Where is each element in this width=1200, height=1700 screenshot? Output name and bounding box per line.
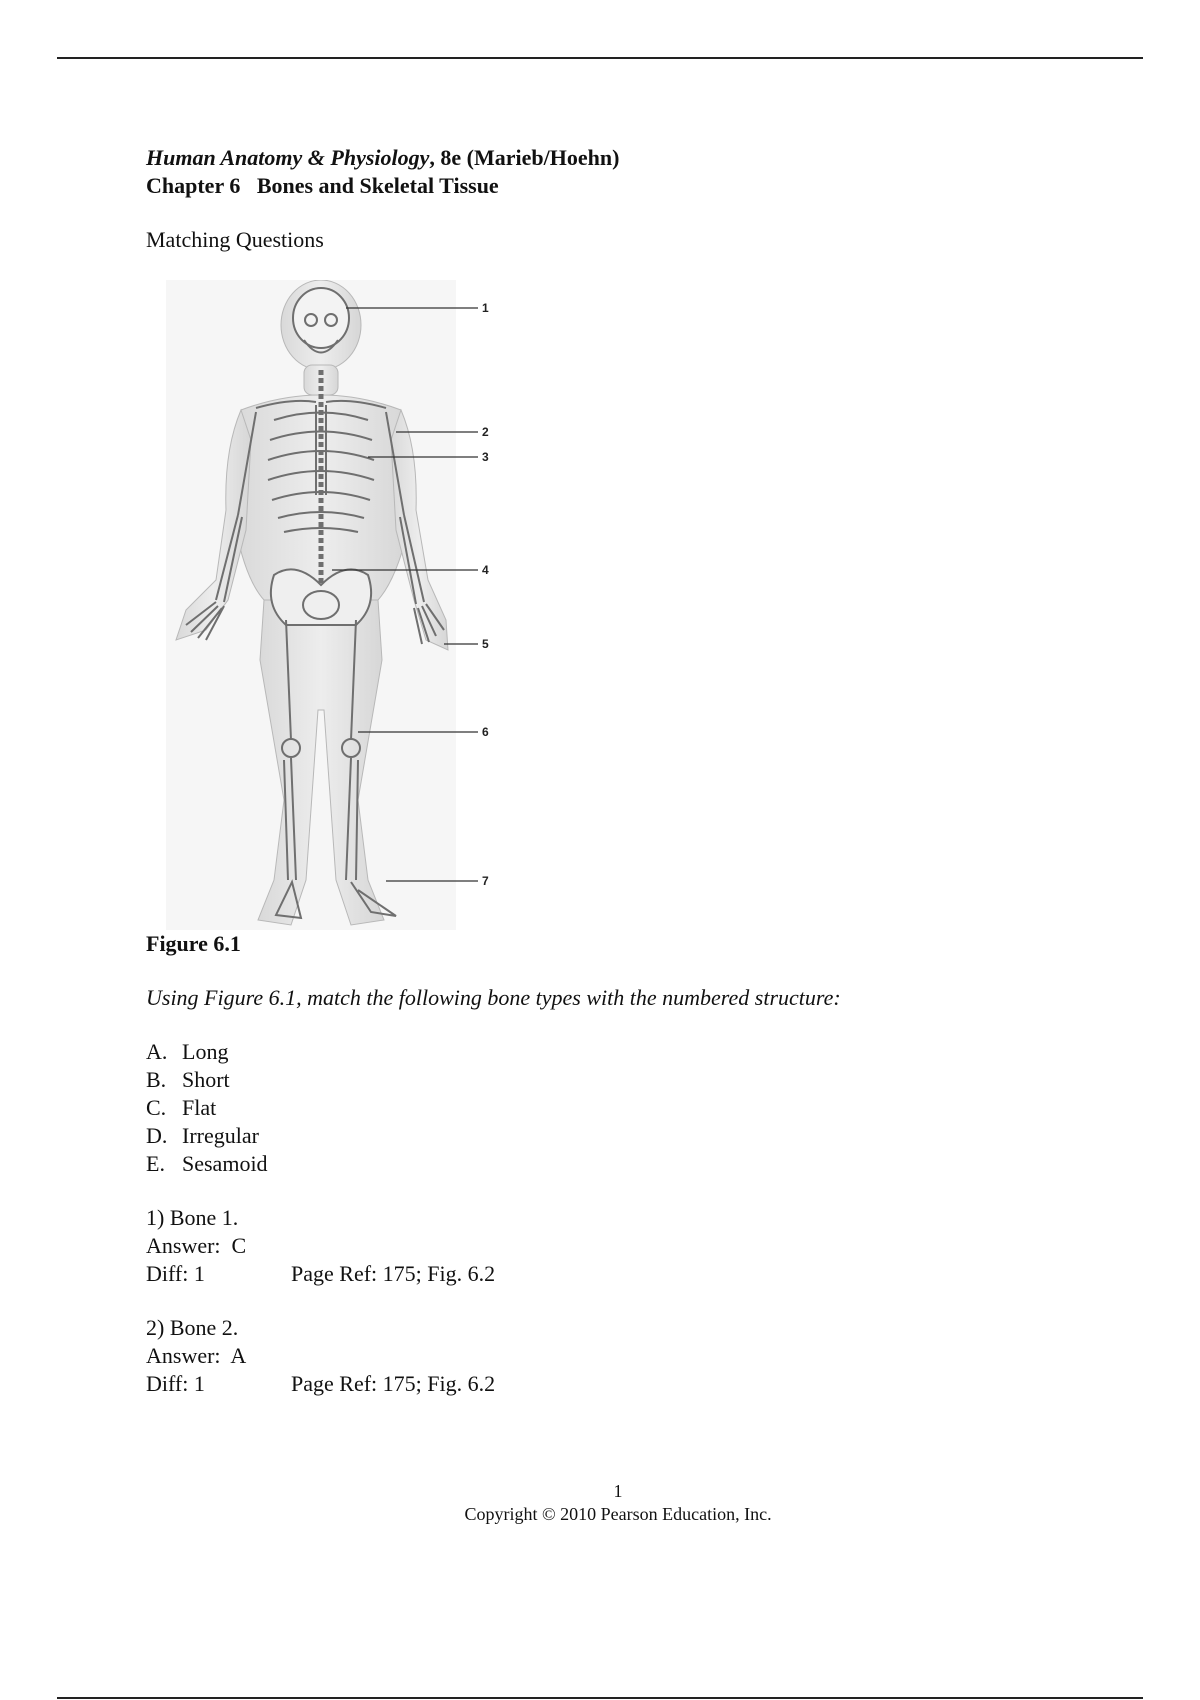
choice-list [146,1038,1106,1178]
choice-letter: E. [146,1151,165,1176]
figure-label-7: 7 [482,874,489,888]
instruction-text: Using Figure 6.1, match the following bone types with the numbered structure: [146,985,841,1010]
figure-label-1: 1 [482,301,489,315]
choice-item [146,1094,1106,1122]
book-edition: , 8e (Marieb/Hoehn) [429,145,620,170]
copyright-notice: Copyright © 2010 Pearson Education, Inc. [464,1504,772,1524]
document-body [146,144,1106,1398]
choice-item [146,1066,1106,1094]
question-answer: Answer: C [146,1233,247,1258]
choice-item [146,1150,1106,1178]
choice-text: Sesamoid [182,1151,268,1176]
figure-label-5: 5 [482,637,489,651]
section-title: Matching Questions [146,227,324,252]
question-meta [146,1260,1106,1288]
page-number: 1 [613,1481,623,1501]
question-page-ref: Page Ref: 175; Fig. 6.2 [291,1371,496,1396]
choice-text: Flat [182,1095,217,1120]
skeleton-illustration [146,280,501,930]
book-title: Human Anatomy & Physiology [146,145,430,170]
question-meta [146,1370,1106,1398]
figure-label-2: 2 [482,425,489,439]
choice-letter: A. [146,1039,168,1064]
choice-letter: D. [146,1123,168,1148]
choice-text: Long [182,1039,229,1064]
figure-label-3: 3 [482,450,489,464]
choice-item [146,1038,1106,1066]
question-1 [146,1204,1106,1288]
question-page-ref: Page Ref: 175; Fig. 6.2 [291,1261,496,1286]
question-answer: Answer: A [146,1343,247,1368]
figure-caption: Figure 6.1 [146,931,241,956]
question-prompt: 1) Bone 1. [146,1205,239,1230]
figure-label-4: 4 [482,563,489,577]
bottom-rule [57,1697,1143,1699]
skeleton-figure [146,280,501,930]
top-rule [57,57,1143,59]
question-diff: Diff: 1 [146,1371,205,1396]
choice-item [146,1122,1106,1150]
question-2 [146,1314,1106,1398]
choice-text: Irregular [182,1123,259,1148]
choice-letter: C. [146,1095,167,1120]
question-diff: Diff: 1 [146,1261,205,1286]
figure-label-6: 6 [482,725,489,739]
book-header [146,144,1106,172]
chapter-title: Chapter 6 Bones and Skeletal Tissue [146,173,499,198]
choice-letter: B. [146,1067,167,1092]
question-prompt: 2) Bone 2. [146,1315,239,1340]
choice-text: Short [182,1067,230,1092]
